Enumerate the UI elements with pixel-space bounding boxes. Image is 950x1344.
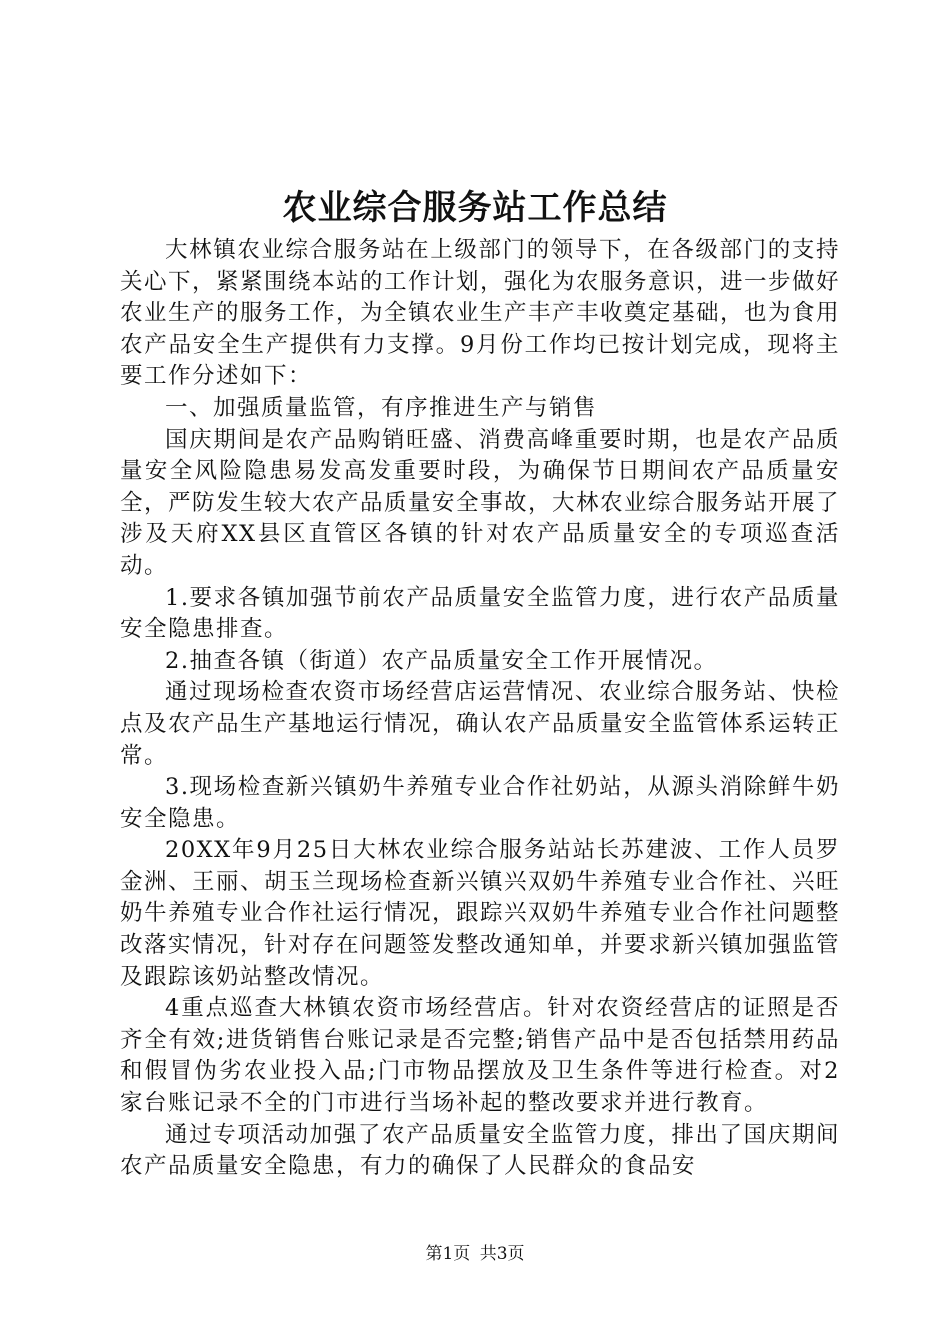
document-body [120, 235, 840, 1183]
paragraph: 20XX年9月25日大林农业综合服务站站长苏建波、工作人员罗金洲、王丽、胡玉兰现场检查新兴镇兴双奶牛养殖专业合作社、兴旺奶牛养殖专业合作社运行情况，跟踪兴双奶牛养殖专业合作社问题整改落实情况，针对存在问题签发整改通知单，并要求新兴镇加强监管及跟踪该奶站整改情况。 [120, 837, 841, 990]
list-item: 2.抽查各镇（街道）农产品质量安全工作开展情况。 [165, 647, 718, 674]
paragraph: 通过现场检查农资市场经营店运营情况、农业综合服务站、快检点及农产品生产基地运行情况，确认农产品质量安全监管体系运转正常。 [120, 679, 841, 769]
list-item: 3.现场检查新兴镇奶牛养殖专业合作社奶站，从源头消除鲜牛奶安全隐患。 [120, 774, 840, 832]
document-title: 农业综合服务站工作总结 [282, 188, 668, 228]
list-item: 1.要求各镇加强节前农产品质量安全监管力度，进行农产品质量安全隐患排查。 [120, 584, 840, 643]
page-total: 共3页 [479, 1244, 525, 1264]
list-item: 4重点巡查大林镇农资市场经营店。针对农资经营店的证照是否齐全有效;进货销售台账记录是否完整;销售产品中是否包括禁用药品和假冒伪劣农业投入品;门市物品摆放及卫生条件等进行检查。对2家台账记录不全的门市进行当场补起的整改要求并进行教育。 [120, 995, 840, 1117]
paragraph: 国庆期间是农产品购销旺盛、消费高峰重要时期，也是农产品质量安全风险隐患易发高发重要时段，为确保节日期间农产品质量安全，严防发生较大农产品质量安全事故，大林农业综合服务站开展了涉及天府XX县区直管区各镇的针对农产品质量安全的专项巡查活动。 [120, 426, 841, 579]
paragraph: 大林镇农业综合服务站在上级部门的领导下，在各级部门的支持关心下，紧紧围绕本站的工作计划，强化为农服务意识，进一步做好农业生产的服务工作，为全镇农业生产丰产丰收奠定基础，也为食用农产品安全生产提供有力支撑。9月份工作均已按计划完成，现将主要工作分述如下： [120, 237, 841, 390]
page-footer [0, 1242, 950, 1266]
paragraph: 通过专项活动加强了农产品质量安全监管力度，排出了国庆期间农产品质量安全隐患，有力的确保了人民群众的食品安 [120, 1121, 840, 1180]
page-number: 第1页 [425, 1244, 471, 1264]
section-heading: 一、加强质量监管，有序推进生产与销售 [165, 394, 598, 421]
